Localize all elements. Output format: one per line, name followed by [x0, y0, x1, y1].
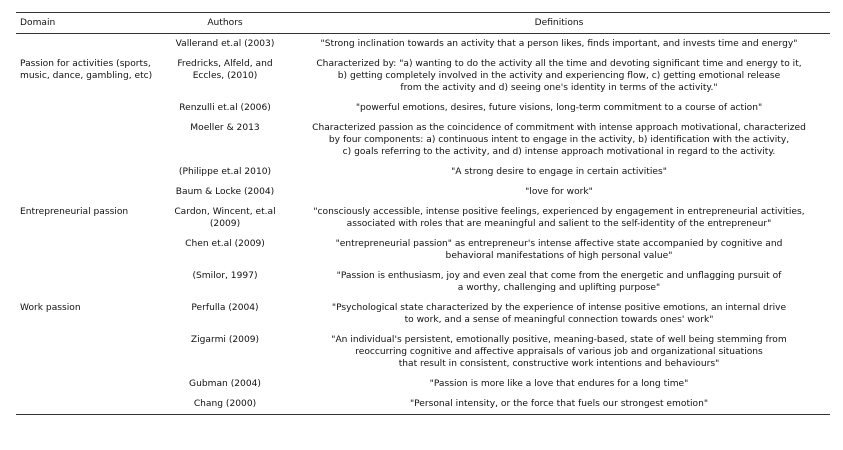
- domain-cell: Work passion: [20, 303, 81, 313]
- definition-line: a worthy, challenging and uplifting purpose": [457, 283, 661, 293]
- definition-line: b) getting completely involved in the activity and experiencing flow, c) getting emotional release: [337, 71, 781, 81]
- definition-line: "Personal intensity, or the force that fuels our strongest emotion": [409, 399, 709, 409]
- definition-cell: [288, 182, 830, 202]
- definition-cell: [288, 330, 830, 374]
- domain-cell: [16, 182, 162, 202]
- definition-cell: [288, 234, 830, 266]
- table-body: [16, 34, 830, 415]
- definition-line: from the activity and d) seeing one's identity in terms of the activity.": [400, 83, 718, 93]
- table-row: [16, 162, 830, 182]
- table-row: [16, 118, 830, 162]
- header-row: [16, 13, 830, 34]
- domain-cell: [16, 394, 162, 415]
- table-row: [16, 98, 830, 118]
- definition-line: "Psychological state characterized by the experience of intense positive emotions, an internal drive: [331, 303, 787, 313]
- table-row: [16, 374, 830, 394]
- table-header: [16, 13, 830, 34]
- domain-cell: Entrepreneurial passion: [20, 207, 129, 217]
- authors-cell: (Smilor, 1997): [192, 271, 258, 281]
- definition-line: "Passion is more like a love that endures for a long time": [429, 379, 689, 389]
- authors-cell: Gubman (2004): [189, 379, 261, 389]
- authors-cell: Cardon, Wincent, et.al (2009): [174, 207, 276, 229]
- authors-cell: Fredricks, Alfeld, and Eccles, (2010): [177, 59, 273, 81]
- definition-line: associated with roles that are meaningful and salient to the self-identity of the entrepreneur": [346, 219, 772, 229]
- definition-cell: [288, 118, 830, 162]
- definitions-table: [16, 12, 830, 415]
- domain-cell: [16, 234, 162, 266]
- definition-line: Characterized by: "a) wanting to do the activity all the time and devoting significant time and energy to it,: [316, 59, 802, 69]
- definition-cell: [288, 202, 830, 234]
- definition-line: by four components: a) continuous intent to engage in the activity, b) identification with the activity,: [328, 135, 790, 145]
- definition-line: Characterized passion as the coincidence of commitment with intense approach motivational, characterized: [312, 123, 806, 133]
- header-definitions: Definitions: [534, 18, 584, 28]
- definition-line: "love for work": [525, 187, 593, 197]
- table-row: [16, 330, 830, 374]
- definition-line: "An individual's persistent, emotionally positive, meaning-based, state of well being stemming from: [331, 335, 787, 345]
- domain-cell: Passion for activities (sports, music, dance, gambling, etc): [20, 59, 153, 81]
- table-row: [16, 394, 830, 415]
- definition-cell: [288, 34, 830, 55]
- definition-cell: [288, 266, 830, 298]
- table-row: [16, 298, 830, 330]
- authors-cell: Renzulli et.al (2006): [179, 103, 271, 113]
- definition-line: "A strong desire to engage in certain activities": [451, 167, 667, 177]
- table-row: [16, 34, 830, 55]
- domain-cell: [16, 374, 162, 394]
- domain-cell: [16, 266, 162, 298]
- header-domain: Domain: [20, 18, 56, 28]
- definition-cell: [288, 162, 830, 182]
- definition-line: "Strong inclination towards an activity that a person likes, finds important, and invests time and energy": [320, 39, 798, 49]
- table-row: [16, 182, 830, 202]
- header-authors: Authors: [207, 18, 243, 28]
- authors-cell: Zigarmi (2009): [190, 335, 260, 345]
- domain-cell: [16, 162, 162, 182]
- definition-line: reoccurring cognitive and affective appraisals of various job and organizational situations: [355, 347, 763, 357]
- table-row: [16, 54, 830, 98]
- definition-cell: [288, 298, 830, 330]
- definition-line: "Passion is enthusiasm, joy and even zeal that come from the energetic and unflagging pursuit of: [336, 271, 782, 281]
- authors-cell: Chen et.al (2009): [185, 239, 265, 249]
- domain-cell: [16, 118, 162, 162]
- definition-line: "powerful emotions, desires, future visions, long-term commitment to a course of action": [355, 103, 763, 113]
- definition-line: c) goals referring to the activity, and d) intense approach motivational in regard to the activity.: [342, 147, 776, 157]
- definition-cell: [288, 54, 830, 98]
- authors-cell: Vallerand et.al (2003): [175, 39, 275, 49]
- authors-cell: Moeller & 2013: [190, 123, 260, 133]
- definition-line: "entrepreneurial passion" as entrepreneur's intense affective state accompanied by cognitive and: [335, 239, 783, 249]
- domain-cell: [16, 98, 162, 118]
- definition-line: that result in consistent, constructive work intentions and behaviours": [398, 359, 720, 369]
- authors-cell: (Philippe et.al 2010): [178, 167, 272, 177]
- definition-line: "consciously accessible, intense positive feelings, experienced by engagement in entrepreneurial activities,: [313, 207, 805, 217]
- table-row: [16, 266, 830, 298]
- definition-cell: [288, 374, 830, 394]
- domain-cell: [16, 330, 162, 374]
- table-row: [16, 234, 830, 266]
- domain-cell: [16, 34, 162, 55]
- authors-cell: Chang (2000): [193, 399, 257, 409]
- definition-line: to work, and a sense of meaningful connection towards ones' work": [404, 315, 714, 325]
- definition-line: behavioral manifestations of high personal value": [445, 251, 673, 261]
- authors-cell: Baum & Locke (2004): [175, 187, 275, 197]
- table-row: [16, 202, 830, 234]
- definition-cell: [288, 394, 830, 415]
- definition-cell: [288, 98, 830, 118]
- authors-cell: Perfulla (2004): [191, 303, 259, 313]
